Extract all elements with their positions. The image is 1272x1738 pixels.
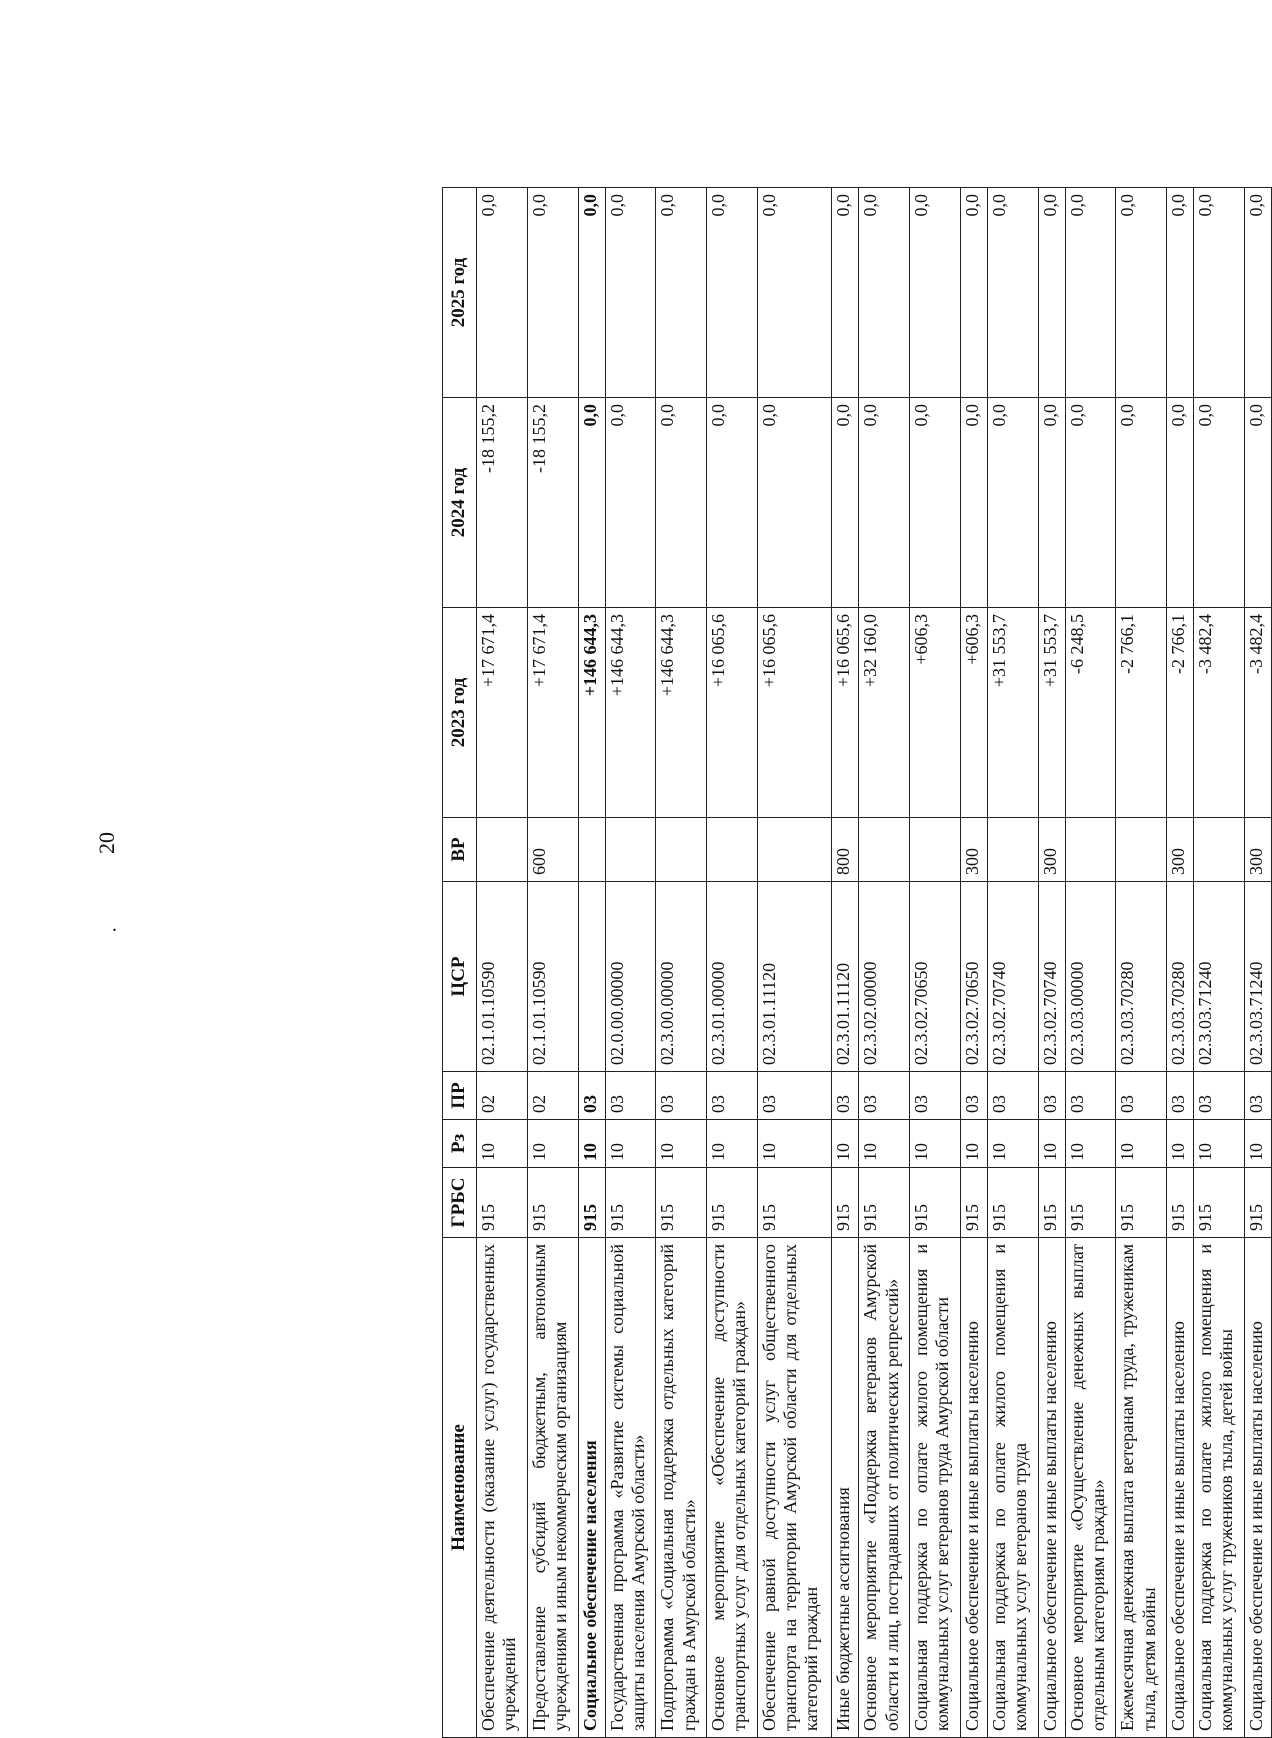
cell-2023: -2 766,1	[1116, 608, 1167, 818]
cell-vr	[757, 818, 831, 882]
cell-grbs: 915	[910, 1168, 961, 1238]
cell-2025: 0,0	[757, 188, 831, 398]
cell-vr	[477, 818, 528, 882]
cell-pr: 03	[1244, 1072, 1271, 1120]
cell-pr: 03	[1038, 1072, 1065, 1120]
cell-name: Социальная поддержка по оплате жилого помещения и коммунальных услуг ветеранов труда Амурской области	[910, 1238, 961, 1738]
cell-pr: 03	[960, 1072, 987, 1120]
cell-2024: 0,0	[832, 398, 859, 608]
page-number: 20	[94, 832, 119, 854]
cell-name: Социальное обеспечение и иные выплаты населению	[1038, 1238, 1065, 1738]
header-name: Наименование	[443, 1238, 477, 1738]
cell-2025: 0,0	[578, 188, 605, 398]
cell-grbs: 915	[960, 1168, 987, 1238]
cell-grbs: 915	[859, 1168, 910, 1238]
cell-rz: 10	[605, 1120, 656, 1168]
stray-dot: .	[112, 914, 117, 936]
cell-name: Ежемесячная денежная выплата ветеранам труда, труженикам тыла, детям войны	[1116, 1238, 1167, 1738]
cell-2024: 0,0	[859, 398, 910, 608]
cell-name: Социальное обеспечение и иные выплаты населению	[1167, 1238, 1194, 1738]
cell-pr: 03	[1065, 1072, 1116, 1120]
cell-vr	[1065, 818, 1116, 882]
table-row	[707, 188, 758, 1738]
cell-pr: 03	[1167, 1072, 1194, 1120]
cell-vr: 300	[1038, 818, 1065, 882]
cell-2025: 0,0	[1065, 188, 1116, 398]
cell-vr: 800	[832, 818, 859, 882]
cell-vr	[859, 818, 910, 882]
cell-2023: +31 553,7	[1038, 608, 1065, 818]
cell-pr: 03	[987, 1072, 1038, 1120]
cell-grbs: 915	[527, 1168, 578, 1238]
cell-rz: 10	[859, 1120, 910, 1168]
cell-grbs: 915	[707, 1168, 758, 1238]
cell-csr: 02.1.01.10590	[527, 882, 578, 1072]
table-row	[1038, 188, 1065, 1738]
cell-vr	[605, 818, 656, 882]
cell-2024: -18 155,2	[477, 398, 528, 608]
table-row	[1065, 188, 1116, 1738]
cell-2025: 0,0	[656, 188, 707, 398]
cell-vr: 300	[1167, 818, 1194, 882]
cell-name: Предоставление субсидий бюджетным, автономным учреждениям и иным некоммерческим организациям	[527, 1238, 578, 1738]
cell-pr: 03	[707, 1072, 758, 1120]
table-row	[656, 188, 707, 1738]
cell-pr: 03	[757, 1072, 831, 1120]
cell-2023: -2 766,1	[1167, 608, 1194, 818]
cell-2024: 0,0	[1244, 398, 1271, 608]
cell-pr: 03	[578, 1072, 605, 1120]
cell-csr: 02.3.03.71240	[1244, 882, 1271, 1072]
cell-name: Социальная поддержка по оплате жилого помещения и коммунальных услуг тружеников тыла, детей войны	[1194, 1238, 1245, 1738]
cell-name: Иные бюджетные ассигнования	[832, 1238, 859, 1738]
cell-name: Социальное обеспечение и иные выплаты населению	[1244, 1238, 1271, 1738]
cell-csr: 02.3.03.70280	[1116, 882, 1167, 1072]
cell-csr: 02.3.01.00000	[707, 882, 758, 1072]
cell-vr: 300	[1244, 818, 1271, 882]
cell-2024: 0,0	[1116, 398, 1167, 608]
cell-csr: 02.3.02.70740	[1038, 882, 1065, 1072]
cell-2023: +32 160,0	[859, 608, 910, 818]
cell-2023: +606,3	[960, 608, 987, 818]
cell-2023: +146 644,3	[578, 608, 605, 818]
cell-2024: 0,0	[1038, 398, 1065, 608]
cell-vr	[707, 818, 758, 882]
cell-vr	[1116, 818, 1167, 882]
table-row	[910, 188, 961, 1738]
cell-2023: +146 644,3	[656, 608, 707, 818]
cell-name: Социальное обеспечение и иные выплаты населению	[960, 1238, 987, 1738]
cell-2024: 0,0	[605, 398, 656, 608]
cell-rz: 10	[960, 1120, 987, 1168]
cell-2024: 0,0	[1065, 398, 1116, 608]
cell-pr: 03	[1116, 1072, 1167, 1120]
cell-name: Социальная поддержка по оплате жилого помещения и коммунальных услуг ветеранов труда	[987, 1238, 1038, 1738]
header-csr: ЦСР	[443, 882, 477, 1072]
cell-grbs: 915	[1038, 1168, 1065, 1238]
table-row	[859, 188, 910, 1738]
cell-name: Основное мероприятие «Осуществление денежных выплат отдельным категориям граждан»	[1065, 1238, 1116, 1738]
cell-pr: 03	[832, 1072, 859, 1120]
cell-grbs: 915	[832, 1168, 859, 1238]
cell-vr	[1194, 818, 1245, 882]
cell-name: Обеспечение деятельности (оказание услуг) государственных учреждений	[477, 1238, 528, 1738]
cell-2025: 0,0	[859, 188, 910, 398]
cell-pr: 02	[527, 1072, 578, 1120]
cell-csr: 02.3.02.70650	[960, 882, 987, 1072]
cell-name: Основное мероприятие «Поддержка ветеранов Амурской области и лиц, пострадавших от политических репрессий»	[859, 1238, 910, 1738]
cell-rz: 10	[1244, 1120, 1271, 1168]
cell-2025: 0,0	[1116, 188, 1167, 398]
cell-name: Подпрограмма «Социальная поддержка отдельных категорий граждан в Амурской области»	[656, 1238, 707, 1738]
header-grbs: ГРБС	[443, 1168, 477, 1238]
header-2023: 2023 год	[443, 608, 477, 818]
cell-grbs: 915	[757, 1168, 831, 1238]
table-body	[477, 188, 1272, 1738]
cell-rz: 10	[757, 1120, 831, 1168]
table-row	[477, 188, 528, 1738]
cell-csr: 02.3.02.70650	[910, 882, 961, 1072]
cell-csr: 02.3.01.11120	[832, 882, 859, 1072]
cell-2025: 0,0	[1194, 188, 1245, 398]
cell-grbs: 915	[605, 1168, 656, 1238]
cell-rz: 10	[987, 1120, 1038, 1168]
cell-pr: 03	[1194, 1072, 1245, 1120]
cell-2025: 0,0	[527, 188, 578, 398]
cell-grbs: 915	[1167, 1168, 1194, 1238]
table-row	[578, 188, 605, 1738]
cell-csr: 02.3.01.11120	[757, 882, 831, 1072]
cell-grbs: 915	[578, 1168, 605, 1238]
cell-rz: 10	[1116, 1120, 1167, 1168]
rotated-table-wrapper	[442, 188, 1272, 1738]
cell-rz: 10	[656, 1120, 707, 1168]
cell-vr	[910, 818, 961, 882]
table-row	[605, 188, 656, 1738]
cell-pr: 03	[910, 1072, 961, 1120]
cell-2023: +31 553,7	[987, 608, 1038, 818]
cell-2025: 0,0	[605, 188, 656, 398]
cell-2024: 0,0	[1167, 398, 1194, 608]
header-pr: ПР	[443, 1072, 477, 1120]
header-rz: Рз	[443, 1120, 477, 1168]
cell-2025: 0,0	[1244, 188, 1271, 398]
table-row	[757, 188, 831, 1738]
table-row	[832, 188, 859, 1738]
cell-csr: 02.3.02.70740	[987, 882, 1038, 1072]
cell-2023: +146 644,3	[605, 608, 656, 818]
cell-2023: -3 482,4	[1194, 608, 1245, 818]
cell-vr: 300	[960, 818, 987, 882]
cell-2025: 0,0	[1038, 188, 1065, 398]
cell-vr	[987, 818, 1038, 882]
table-row	[1194, 188, 1245, 1738]
cell-csr: 02.3.03.71240	[1194, 882, 1245, 1072]
cell-2025: 0,0	[832, 188, 859, 398]
cell-2024: 0,0	[987, 398, 1038, 608]
cell-pr: 03	[605, 1072, 656, 1120]
cell-2023: +16 065,6	[757, 608, 831, 818]
cell-rz: 10	[1167, 1120, 1194, 1168]
cell-csr: 02.3.00.00000	[656, 882, 707, 1072]
cell-2025: 0,0	[910, 188, 961, 398]
cell-csr: 02.3.03.70280	[1167, 882, 1194, 1072]
cell-2024: 0,0	[960, 398, 987, 608]
table-header-row	[443, 188, 477, 1738]
cell-grbs: 915	[987, 1168, 1038, 1238]
cell-2024: 0,0	[757, 398, 831, 608]
cell-grbs: 915	[1194, 1168, 1245, 1238]
cell-csr: 02.1.01.10590	[477, 882, 528, 1072]
cell-rz: 10	[1038, 1120, 1065, 1168]
cell-pr: 03	[859, 1072, 910, 1120]
cell-csr	[578, 882, 605, 1072]
cell-grbs: 915	[477, 1168, 528, 1238]
cell-2025: 0,0	[707, 188, 758, 398]
cell-csr: 02.3.03.00000	[1065, 882, 1116, 1072]
cell-rz: 10	[832, 1120, 859, 1168]
cell-vr	[578, 818, 605, 882]
cell-name: Государственная программа «Развитие системы социальной защиты населения Амурской области»	[605, 1238, 656, 1738]
cell-name: Основное мероприятие «Обеспечение доступности транспортных услуг для отдельных категорий граждан»	[707, 1238, 758, 1738]
cell-csr: 02.0.00.00000	[605, 882, 656, 1072]
cell-2023: -3 482,4	[1244, 608, 1271, 818]
budget-table	[442, 187, 1272, 1738]
header-2024: 2024 год	[443, 398, 477, 608]
cell-rz: 10	[707, 1120, 758, 1168]
cell-rz: 10	[1065, 1120, 1116, 1168]
cell-csr: 02.3.02.00000	[859, 882, 910, 1072]
cell-2023: +17 671,4	[527, 608, 578, 818]
cell-2024: 0,0	[1194, 398, 1245, 608]
cell-2025: 0,0	[960, 188, 987, 398]
cell-rz: 10	[527, 1120, 578, 1168]
cell-grbs: 915	[1244, 1168, 1271, 1238]
cell-2025: 0,0	[1167, 188, 1194, 398]
cell-rz: 10	[1194, 1120, 1245, 1168]
table-row	[987, 188, 1038, 1738]
cell-name: Социальное обеспечение населения	[578, 1238, 605, 1738]
cell-pr: 03	[656, 1072, 707, 1120]
table-row	[527, 188, 578, 1738]
cell-vr	[656, 818, 707, 882]
cell-rz: 10	[477, 1120, 528, 1168]
table-row	[1116, 188, 1167, 1738]
cell-2023: +606,3	[910, 608, 961, 818]
cell-grbs: 915	[1065, 1168, 1116, 1238]
cell-2023: -6 248,5	[1065, 608, 1116, 818]
header-vr: ВР	[443, 818, 477, 882]
table-row	[1167, 188, 1194, 1738]
cell-pr: 02	[477, 1072, 528, 1120]
cell-2024: -18 155,2	[527, 398, 578, 608]
cell-2025: 0,0	[477, 188, 528, 398]
cell-2024: 0,0	[910, 398, 961, 608]
table-row	[1244, 188, 1271, 1738]
cell-rz: 10	[578, 1120, 605, 1168]
cell-2023: +16 065,6	[707, 608, 758, 818]
cell-2025: 0,0	[987, 188, 1038, 398]
cell-rz: 10	[910, 1120, 961, 1168]
cell-name: Обеспечение равной доступности услуг общественного транспорта на территории Амурской области для отдельных категорий граждан	[757, 1238, 831, 1738]
cell-vr: 600	[527, 818, 578, 882]
header-2025: 2025 год	[443, 188, 477, 398]
cell-grbs: 915	[1116, 1168, 1167, 1238]
table-row	[960, 188, 987, 1738]
cell-2024: 0,0	[656, 398, 707, 608]
cell-grbs: 915	[656, 1168, 707, 1238]
cell-2023: +16 065,6	[832, 608, 859, 818]
cell-2024: 0,0	[707, 398, 758, 608]
cell-2023: +17 671,4	[477, 608, 528, 818]
cell-2024: 0,0	[578, 398, 605, 608]
